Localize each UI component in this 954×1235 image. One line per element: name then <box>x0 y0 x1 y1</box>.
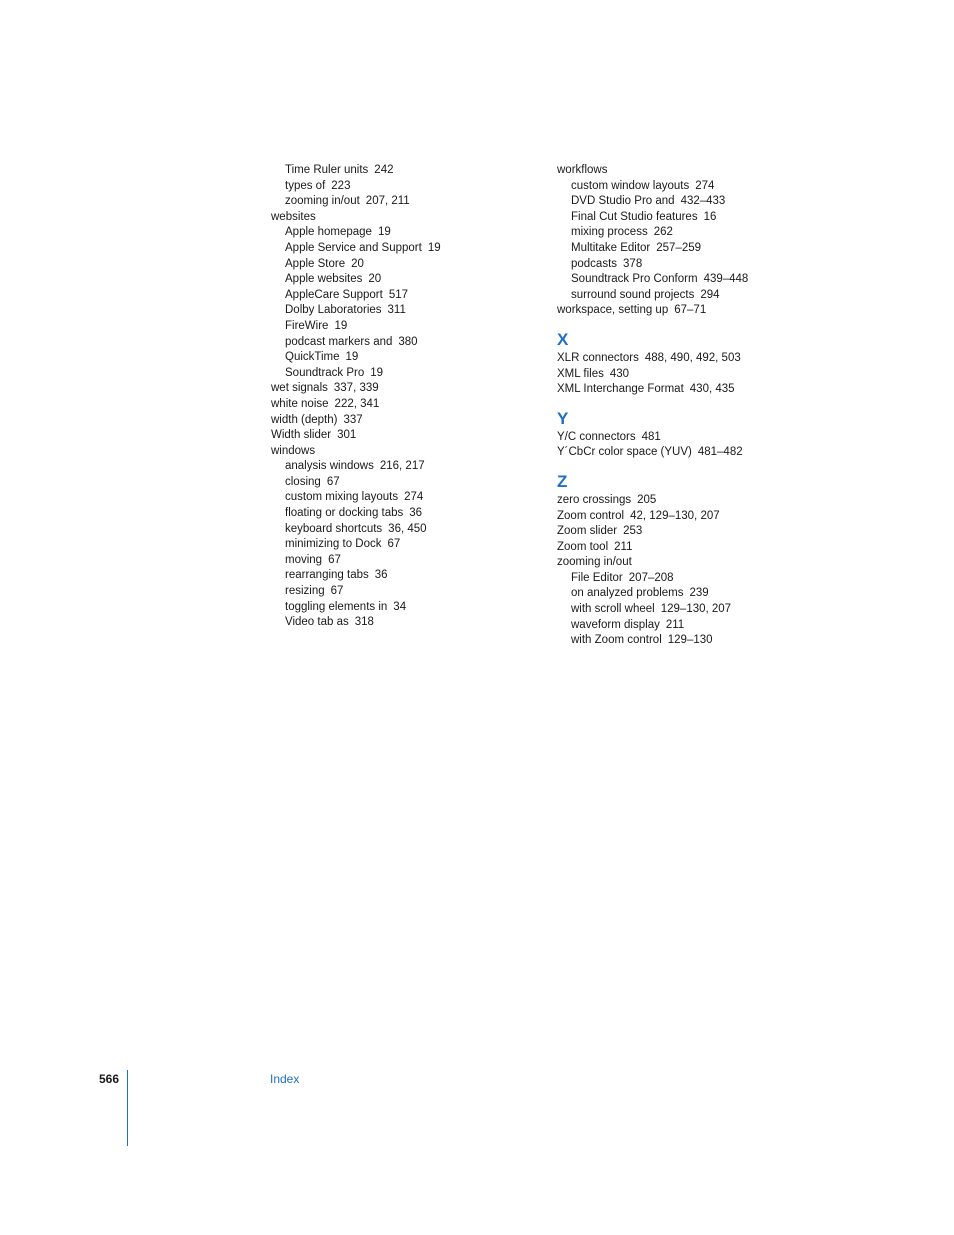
index-page-refs: 311 <box>387 304 406 317</box>
index-term: types of <box>285 179 326 192</box>
index-term: File Editor <box>571 571 623 584</box>
index-term: Multitake Editor <box>571 241 651 254</box>
index-subentry <box>271 475 541 491</box>
index-term: zero crossings <box>557 493 632 506</box>
index-term: FireWire <box>285 319 329 332</box>
index-page-refs: 16 <box>703 210 717 223</box>
index-term: Width slider <box>271 429 332 442</box>
index-page-refs: 517 <box>388 288 408 301</box>
index-subentry <box>271 506 541 522</box>
index-page-refs: 257–259 <box>656 241 702 254</box>
footer-divider <box>127 1070 128 1146</box>
index-subentry <box>271 584 541 600</box>
index-term: websites <box>271 210 316 223</box>
index-subentry <box>557 179 827 195</box>
index-term: floating or docking tabs <box>285 507 404 520</box>
index-term: Y/C connectors <box>557 430 636 443</box>
index-page-refs: 207–208 <box>628 571 674 584</box>
index-entry <box>271 397 541 413</box>
index-term: Y´CbCr color space (YUV) <box>557 446 692 459</box>
index-page-refs: 337 <box>343 413 363 426</box>
index-term: zooming in/out <box>557 556 632 569</box>
index-term: podcast markers and <box>285 335 393 348</box>
index-term: Apple Service and Support <box>285 241 422 254</box>
index-page-refs: 207, 211 <box>365 195 410 208</box>
index-page-refs: 211 <box>614 540 633 553</box>
index-letter-heading: X <box>557 329 569 349</box>
index-page-refs: 205 <box>637 493 657 506</box>
index-term: waveform display <box>571 618 660 631</box>
index-term: white noise <box>271 397 329 410</box>
index-term: XML Interchange Format <box>557 383 684 396</box>
index-page-refs: 239 <box>689 587 709 600</box>
index-page-refs: 294 <box>700 288 720 301</box>
index-entry <box>271 444 541 460</box>
index-subentry <box>557 633 827 649</box>
index-subentry <box>557 602 827 618</box>
index-entry <box>271 381 541 397</box>
index-subentry <box>271 288 541 304</box>
index-page-refs: 222, 341 <box>334 397 380 410</box>
index-subentry <box>271 179 541 195</box>
index-term: Video tab as <box>285 616 349 629</box>
index-page-refs: 318 <box>354 616 374 629</box>
index-page-refs: 67–71 <box>674 304 707 317</box>
index-subentry <box>271 272 541 288</box>
index-entry <box>557 367 827 383</box>
index-term: Dolby Laboratories <box>285 304 382 317</box>
index-page-refs: 19 <box>427 241 441 254</box>
index-entry <box>557 555 827 571</box>
index-subentry <box>271 600 541 616</box>
index-term: wet signals <box>271 382 328 395</box>
index-subentry <box>557 288 827 304</box>
index-subentry <box>557 241 827 257</box>
index-term: keyboard shortcuts <box>285 522 383 535</box>
index-term: with scroll wheel <box>571 603 655 616</box>
index-term: podcasts <box>571 257 618 270</box>
index-page-refs: 34 <box>393 600 407 613</box>
index-column-right <box>557 163 827 649</box>
index-term: XML files <box>557 367 604 380</box>
index-page-refs: 19 <box>377 226 391 239</box>
index-page-refs: 36 <box>374 569 388 582</box>
index-page-refs: 301 <box>337 429 357 442</box>
index-entry <box>271 210 541 226</box>
index-term: AppleCare Support <box>285 288 383 301</box>
index-page-refs: 42, 129–130, 207 <box>630 509 720 522</box>
index-subentry <box>271 335 541 351</box>
index-subentry <box>557 586 827 602</box>
index-subentry <box>271 319 541 335</box>
index-entry <box>557 540 827 556</box>
index-entry <box>557 351 827 367</box>
index-term: width (depth) <box>271 413 338 426</box>
index-page-refs: 129–130, 207 <box>660 603 732 616</box>
index-term: moving <box>285 553 323 566</box>
index-page-refs: 430 <box>609 367 630 380</box>
index-subentry <box>557 272 827 288</box>
index-term: closing <box>285 475 321 488</box>
index-subentry <box>557 618 827 634</box>
index-term: Apple websites <box>285 273 363 286</box>
index-page-refs: 481–482 <box>697 446 743 459</box>
index-term: Apple homepage <box>285 226 372 239</box>
index-term: QuickTime <box>285 351 340 364</box>
index-subentry <box>271 459 541 475</box>
index-page-refs: 488, 490, 492, 503 <box>644 351 741 364</box>
index-entry <box>557 445 827 461</box>
index-page-refs: 20 <box>351 257 364 270</box>
index-entry <box>557 382 827 398</box>
index-term: Soundtrack Pro Conform <box>571 273 698 286</box>
index-page-refs: 432–433 <box>680 195 726 208</box>
index-entry <box>557 509 827 525</box>
index-page-refs: 36, 450 <box>388 522 427 535</box>
index-page-refs: 19 <box>370 366 384 379</box>
index-subentry <box>557 257 827 273</box>
index-page-refs: 253 <box>623 525 643 538</box>
index-subentry <box>557 571 827 587</box>
index-subentry <box>271 350 541 366</box>
index-page-refs: 19 <box>334 319 348 332</box>
index-subentry <box>271 553 541 569</box>
index-page-refs: 430, 435 <box>689 383 735 396</box>
index-subentry <box>271 194 541 210</box>
index-subentry <box>271 490 541 506</box>
index-entry <box>557 493 827 509</box>
index-entry <box>271 428 541 444</box>
index-page-refs: 439–448 <box>703 273 749 286</box>
index-term: rearranging tabs <box>285 569 369 582</box>
page-number: 566 <box>98 1072 119 1086</box>
index-entry <box>271 413 541 429</box>
index-entry <box>557 430 827 446</box>
index-term: Final Cut Studio features <box>571 210 698 223</box>
index-term: toggling elements in <box>285 600 388 613</box>
index-term: resizing <box>285 585 325 598</box>
index-entry <box>557 524 827 540</box>
index-term: custom mixing layouts <box>285 491 399 504</box>
index-term: on analyzed problems <box>571 587 684 600</box>
index-page-refs: 19 <box>345 351 359 364</box>
footer-section-link[interactable]: Index <box>270 1072 300 1086</box>
index-term: with Zoom control <box>571 634 662 647</box>
index-page-refs: 20 <box>368 273 382 286</box>
index-subentry <box>557 210 827 226</box>
index-term: Apple Store <box>285 257 346 270</box>
index-column-left <box>271 163 541 631</box>
index-subentry <box>557 194 827 210</box>
index-term: mixing process <box>571 226 648 239</box>
index-subentry <box>271 257 541 273</box>
index-term: windows <box>271 444 316 457</box>
index-page-refs: 216, 217 <box>379 460 425 473</box>
index-letter-heading: Y <box>557 408 569 428</box>
index-term: custom window layouts <box>571 179 690 192</box>
index-term: DVD Studio Pro and <box>571 195 675 208</box>
index-page-refs: 262 <box>653 226 673 239</box>
index-entry <box>557 163 827 179</box>
index-page-refs: 337, 339 <box>333 382 379 395</box>
index-subentry <box>271 522 541 538</box>
index-page-refs: 67 <box>328 553 341 566</box>
index-subentry <box>557 225 827 241</box>
index-term: Soundtrack Pro <box>285 366 365 379</box>
index-term: workflows <box>557 164 608 176</box>
index-term: Zoom tool <box>557 540 609 553</box>
index-term: Zoom control <box>557 509 625 522</box>
index-term: Time Ruler units <box>285 164 369 176</box>
index-entry <box>557 303 827 319</box>
index-term: Zoom slider <box>557 525 618 538</box>
index-page-refs: 274 <box>404 491 424 504</box>
index-term: XLR connectors <box>557 351 639 364</box>
index-subentry <box>271 366 541 382</box>
index-page-refs: 36 <box>409 507 423 520</box>
index-term: analysis windows <box>285 460 374 473</box>
index-term: surround sound projects <box>571 288 695 301</box>
index-page-refs: 378 <box>623 257 643 270</box>
index-subentry <box>271 537 541 553</box>
index-page-refs: 242 <box>374 164 394 176</box>
index-term: workspace, setting up <box>557 304 669 317</box>
index-page-refs: 67 <box>387 538 401 551</box>
index-page-refs: 223 <box>331 179 351 192</box>
index-page-refs: 274 <box>695 179 715 192</box>
index-subentry <box>271 615 541 631</box>
index-page-refs: 380 <box>398 335 418 348</box>
index-letter-heading: Z <box>557 471 568 491</box>
index-page-refs: 211 <box>665 618 685 631</box>
index-page-refs: 129–130 <box>667 634 713 647</box>
index-term: zooming in/out <box>285 195 360 208</box>
index-subentry <box>271 568 541 584</box>
index-page-refs: 67 <box>330 585 344 598</box>
index-term: minimizing to Dock <box>285 538 382 551</box>
index-subentry <box>271 303 541 319</box>
index-subentry <box>271 163 541 179</box>
index-subentry <box>271 225 541 241</box>
index-subentry <box>271 241 541 257</box>
index-page-refs: 481 <box>641 430 661 443</box>
index-page-refs: 67 <box>326 475 340 488</box>
